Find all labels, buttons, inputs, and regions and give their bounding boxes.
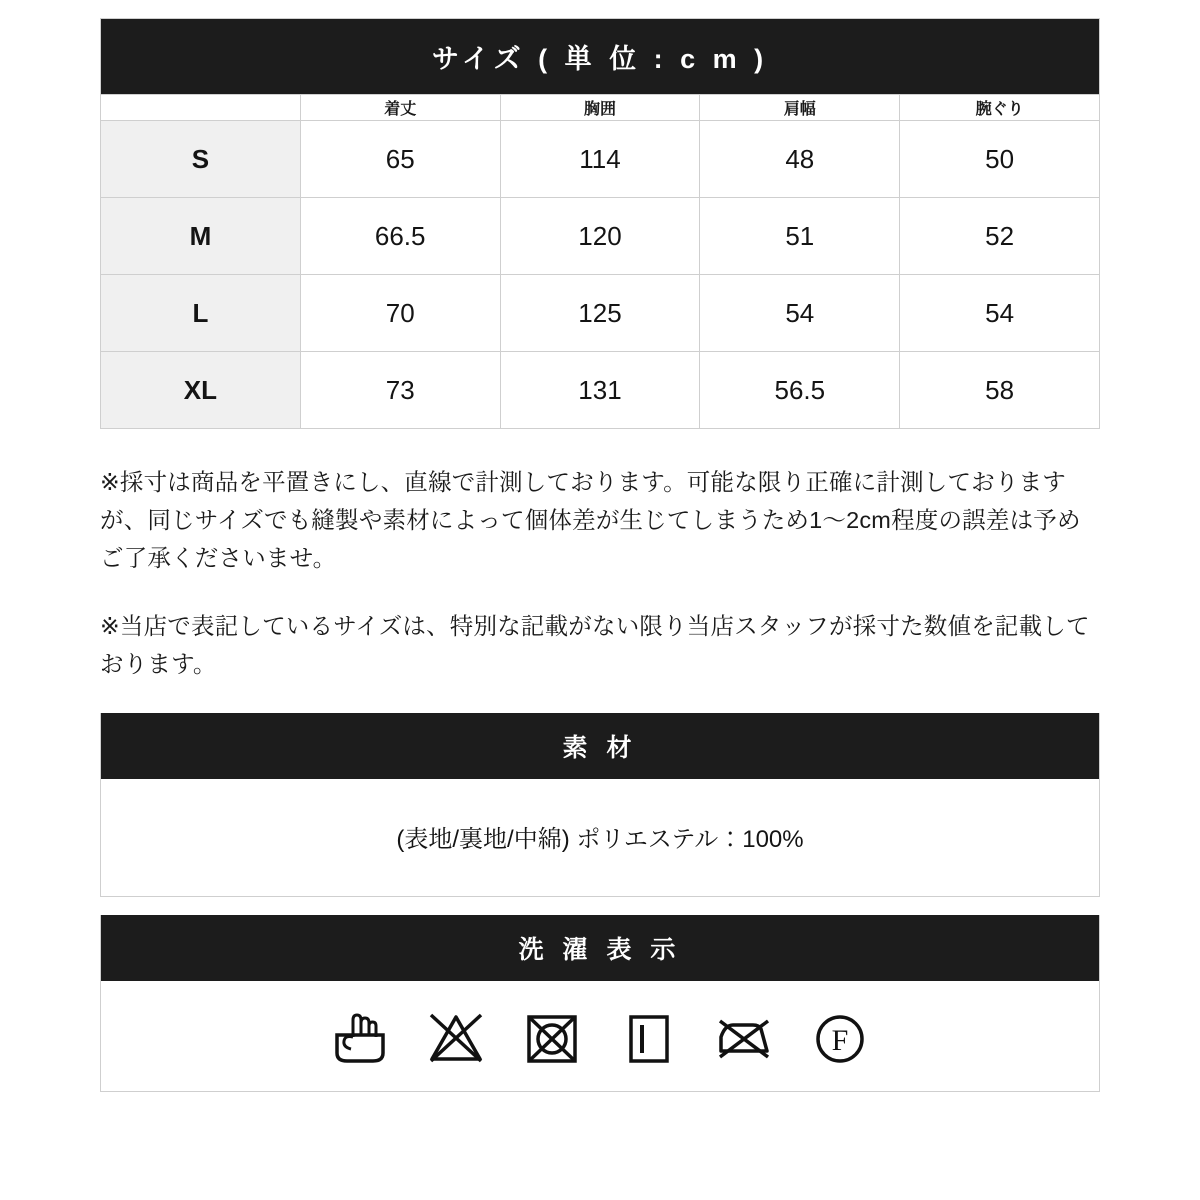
size-cell-s-chest: 114 [500, 121, 700, 198]
washing-section-header: 洗 濯 表 示 [101, 915, 1099, 981]
no-bleach-icon [425, 1007, 487, 1069]
size-table-corner-cell [101, 95, 301, 121]
material-section-header: 素 材 [101, 713, 1099, 779]
size-cell-l-armhole: 54 [900, 275, 1100, 352]
hand-wash-icon [329, 1007, 391, 1069]
size-table [100, 18, 1100, 429]
washing-section-body [101, 981, 1099, 1091]
size-row-label-l: L [101, 275, 301, 352]
size-column-header-length: 着丈 [300, 95, 500, 121]
professional-care-f-icon [809, 1007, 871, 1069]
size-cell-l-length: 70 [300, 275, 500, 352]
size-cell-l-shoulder: 54 [700, 275, 900, 352]
drip-dry-shade-icon [617, 1007, 679, 1069]
svg-text:F: F [831, 1024, 849, 1058]
size-cell-s-length: 65 [300, 121, 500, 198]
size-cell-m-length: 66.5 [300, 198, 500, 275]
size-column-header-chest: 胸囲 [500, 95, 700, 121]
size-cell-l-chest: 125 [500, 275, 700, 352]
size-table-title-row [101, 19, 1100, 95]
size-column-header-armhole: 腕ぐり [900, 95, 1100, 121]
note-measurement-tolerance: ※採寸は商品を平置きにし、直線で計測しております。可能な限り正確に計測しておりますが、同じサイズでも縫製や素材によって個体差が生じてしまうため1〜2cm程度の誤差は予めご了承くださいませ。 [100, 469, 1081, 572]
size-cell-s-shoulder: 48 [700, 121, 900, 198]
table-row [101, 352, 1100, 429]
size-column-header-shoulder: 肩幅 [700, 95, 900, 121]
size-table-title: サイズ ( 単 位 : c m ) [101, 19, 1100, 95]
size-cell-xl-length: 73 [300, 352, 500, 429]
size-cell-m-armhole: 52 [900, 198, 1100, 275]
table-row [101, 121, 1100, 198]
no-tumble-dry-icon [521, 1007, 583, 1069]
size-table-header-row [101, 95, 1100, 121]
size-cell-m-chest: 120 [500, 198, 700, 275]
size-cell-s-armhole: 50 [900, 121, 1100, 198]
size-row-label-s: S [101, 121, 301, 198]
washing-icon-row [101, 1007, 1099, 1069]
washing-section [100, 915, 1100, 1092]
size-cell-xl-chest: 131 [500, 352, 700, 429]
material-section-body: (表地/裏地/中綿) ポリエステル：100% [101, 779, 1099, 896]
measurement-notes [100, 463, 1100, 683]
table-row [101, 198, 1100, 275]
no-iron-icon [713, 1007, 775, 1069]
size-cell-xl-shoulder: 56.5 [700, 352, 900, 429]
size-cell-xl-armhole: 58 [900, 352, 1100, 429]
table-row [101, 275, 1100, 352]
size-row-label-xl: XL [101, 352, 301, 429]
size-row-label-m: M [101, 198, 301, 275]
note-size-source: ※当店で表記しているサイズは、特別な記載がない限り当店スタッフが採寸た数値を記載しております。 [100, 613, 1090, 678]
material-section [100, 713, 1100, 897]
size-cell-m-shoulder: 51 [700, 198, 900, 275]
